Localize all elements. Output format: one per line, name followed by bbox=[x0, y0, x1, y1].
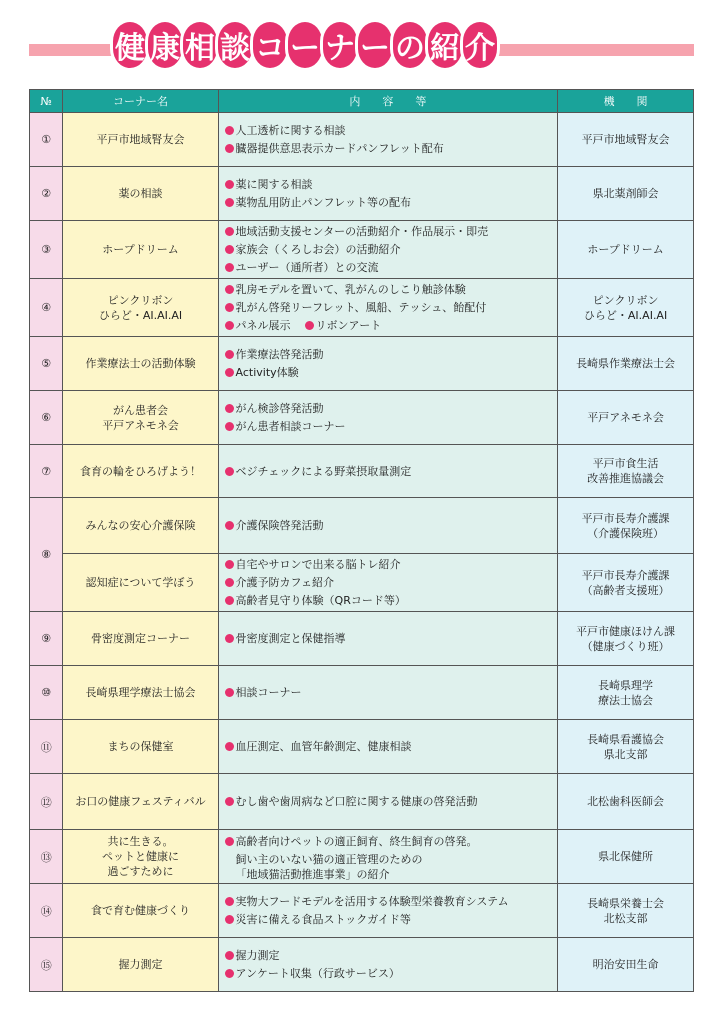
row-number-text: ⑩ bbox=[41, 686, 52, 699]
corner-content bbox=[218, 498, 558, 554]
corner-name bbox=[63, 938, 218, 992]
corner-name bbox=[63, 612, 218, 666]
row-number-text: ⑤ bbox=[41, 357, 52, 370]
corner-name-line: みんなの安心介護保険 bbox=[85, 519, 196, 532]
corner-content bbox=[218, 666, 558, 720]
content-item bbox=[225, 518, 552, 533]
corner-name bbox=[63, 279, 218, 337]
bullet-dot-icon bbox=[225, 560, 234, 569]
bullet-dot-icon bbox=[225, 263, 234, 272]
organization-line: 明治安田生命 bbox=[592, 958, 659, 971]
table-row bbox=[30, 221, 694, 279]
bullet-dot-icon bbox=[225, 422, 234, 431]
corner-name bbox=[63, 554, 218, 612]
content-subitem: 飼い主のいない猫の適正管理のための bbox=[235, 853, 423, 866]
bullet-dot-icon bbox=[225, 144, 234, 153]
corner-name-line: 平戸市地域腎友会 bbox=[96, 133, 185, 146]
organization bbox=[558, 113, 694, 167]
content-item-text: 薬に関する相談 bbox=[235, 178, 313, 191]
title-char: 康 bbox=[148, 22, 182, 68]
corner-content bbox=[218, 720, 558, 774]
organization bbox=[558, 337, 694, 391]
corner-content bbox=[218, 445, 558, 498]
organization-line: 長崎県理学 bbox=[598, 678, 654, 692]
organization-line: 平戸アネモネ会 bbox=[587, 411, 664, 424]
bullet-dot-icon bbox=[225, 227, 234, 236]
corner-name bbox=[63, 830, 218, 884]
row-number bbox=[30, 612, 63, 666]
corner-name-line: 薬の相談 bbox=[118, 187, 163, 200]
title-char: 介 bbox=[463, 22, 497, 68]
content-item-text: 乳がん啓発リーフレット、風船、テッシュ、飴配付 bbox=[235, 301, 487, 314]
content-item-text: 相談コーナー bbox=[235, 686, 302, 699]
corner-name-line: 平戸アネモネ会 bbox=[102, 418, 179, 432]
organization-line: 平戸市長寿介護課 bbox=[581, 568, 670, 582]
content-item-text: リボンアート bbox=[315, 319, 382, 332]
organization-line: 長崎県栄養士会 bbox=[587, 896, 665, 910]
content-item bbox=[225, 739, 552, 754]
bullet-dot-icon bbox=[225, 198, 234, 207]
organization bbox=[558, 774, 694, 830]
table-row bbox=[30, 830, 694, 884]
corner-name bbox=[63, 445, 218, 498]
corner-content bbox=[218, 774, 558, 830]
bullet-dot-icon bbox=[225, 245, 234, 254]
header-no: № bbox=[30, 90, 63, 113]
content-item bbox=[225, 365, 552, 380]
corner-name bbox=[63, 113, 218, 167]
title-char: の bbox=[393, 22, 427, 68]
content-item-text: 乳房モデルを置いて、乳がんのしこり触診体験 bbox=[235, 283, 466, 296]
content-item-text: がん患者相談コーナー bbox=[235, 420, 346, 433]
bullet-dot-icon bbox=[225, 521, 234, 530]
corner-name-line: 共に生きる。 bbox=[107, 835, 174, 848]
corner-name bbox=[63, 167, 218, 221]
title-char: コ bbox=[253, 22, 287, 68]
content-item-text: 握力測定 bbox=[235, 949, 280, 962]
content-item bbox=[225, 260, 552, 275]
content-item-text: 家族会（くろしお会）の活動紹介 bbox=[235, 243, 401, 256]
organization bbox=[558, 279, 694, 337]
table-header-row bbox=[30, 90, 694, 113]
organization-line: （健康づくり班） bbox=[581, 639, 670, 653]
content-item bbox=[225, 195, 552, 210]
corner-name bbox=[63, 884, 218, 938]
bullet-dot-icon bbox=[225, 467, 234, 476]
corner-name-line: ピンクリボン bbox=[107, 293, 174, 307]
content-item bbox=[225, 347, 552, 362]
organization bbox=[558, 445, 694, 498]
content-item-text: 人工透析に関する相談 bbox=[235, 124, 346, 137]
corner-name bbox=[63, 666, 218, 720]
content-item-text: 高齢者見守り体験（QRコード等） bbox=[235, 594, 406, 607]
organization-line: 平戸市食生活 bbox=[592, 457, 659, 470]
content-item bbox=[225, 966, 552, 981]
content-item bbox=[225, 318, 552, 333]
organization-line: ピンクリボン bbox=[592, 293, 659, 307]
content-item-text: Activity体験 bbox=[235, 366, 299, 379]
organization-line: 平戸市地域腎友会 bbox=[581, 133, 670, 146]
row-number bbox=[30, 498, 63, 612]
organization-line: 平戸市健康ほけん課 bbox=[576, 624, 676, 638]
bullet-dot-icon bbox=[225, 951, 234, 960]
row-number-text: ⑭ bbox=[40, 904, 52, 918]
corner-name bbox=[63, 221, 218, 279]
bullet-dot-icon bbox=[225, 404, 234, 413]
row-number bbox=[30, 884, 63, 938]
corner-content bbox=[218, 221, 558, 279]
corner-name-line: 骨密度測定コーナー bbox=[91, 632, 190, 645]
content-item-text: 介護保険啓発活動 bbox=[235, 519, 324, 532]
row-number-text: ④ bbox=[41, 301, 52, 314]
title-char: 相 bbox=[183, 22, 217, 68]
organization bbox=[558, 554, 694, 612]
corner-content bbox=[218, 554, 558, 612]
row-number bbox=[30, 830, 63, 884]
row-number-text: ⑨ bbox=[41, 632, 52, 645]
table-row bbox=[30, 774, 694, 830]
organization bbox=[558, 167, 694, 221]
content-item-text: 臓器提供意思表示カードパンフレット配布 bbox=[235, 142, 444, 155]
page-title bbox=[113, 22, 497, 72]
organization-line: 県北保健所 bbox=[598, 850, 654, 863]
row-number-text: ⑮ bbox=[40, 958, 52, 972]
content-item bbox=[225, 948, 552, 963]
row-number bbox=[30, 113, 63, 167]
corner-name bbox=[63, 337, 218, 391]
content-item-text: 骨密度測定と保健指導 bbox=[235, 632, 346, 645]
content-item bbox=[225, 300, 552, 315]
corner-content bbox=[218, 337, 558, 391]
corner-name-line: 長崎県理学療法士協会 bbox=[85, 686, 196, 699]
table-row bbox=[30, 167, 694, 221]
organization-line: 改善推進協議会 bbox=[587, 472, 665, 485]
corner-content bbox=[218, 391, 558, 445]
organization-line: 平戸市長寿介護課 bbox=[581, 511, 670, 525]
organization bbox=[558, 498, 694, 554]
row-number bbox=[30, 938, 63, 992]
corner-content bbox=[218, 113, 558, 167]
content-item bbox=[225, 685, 552, 700]
corner-name-line: 食で育む健康づくり bbox=[91, 904, 190, 917]
table-row bbox=[30, 666, 694, 720]
header-content: 内 容 等 bbox=[218, 90, 558, 113]
organization bbox=[558, 830, 694, 884]
content-item-text: 薬物乱用防止パンフレット等の配布 bbox=[235, 196, 411, 209]
title-char: ー bbox=[358, 22, 392, 68]
corner-name-line: ペットと健康に bbox=[102, 850, 179, 863]
corner-name-line: 作業療法士の活動体験 bbox=[85, 357, 196, 370]
corner-name bbox=[63, 498, 218, 554]
content-item bbox=[225, 419, 552, 434]
corner-name bbox=[63, 774, 218, 830]
organization-line: 長崎県作業療法士会 bbox=[576, 357, 676, 370]
table-row bbox=[30, 938, 694, 992]
content-subitem: 「地域猫活動推進事業」の紹介 bbox=[235, 868, 390, 881]
corner-name-line: がん患者会 bbox=[113, 403, 168, 417]
bullet-dot-icon bbox=[225, 180, 234, 189]
content-item bbox=[225, 794, 552, 809]
table-row bbox=[30, 612, 694, 666]
row-number-text: ⑥ bbox=[41, 411, 52, 424]
header-name: コーナー名 bbox=[63, 90, 218, 113]
content-item bbox=[225, 631, 552, 646]
content-item-text: 自宅やサロンで出来る脳トレ紹介 bbox=[235, 558, 401, 571]
corner-name bbox=[63, 720, 218, 774]
content-item bbox=[225, 912, 552, 927]
content-item bbox=[225, 557, 552, 572]
table-row bbox=[30, 279, 694, 337]
content-item-text: 災害に備える食品ストックガイド等 bbox=[235, 913, 411, 926]
bullet-dot-icon bbox=[225, 368, 234, 377]
corner-content bbox=[218, 884, 558, 938]
table-row bbox=[30, 391, 694, 445]
organization-line: 療法士協会 bbox=[598, 693, 654, 707]
content-item-text: ベジチェックによる野菜摂取量測定 bbox=[235, 464, 412, 478]
corner-content bbox=[218, 830, 558, 884]
content-item bbox=[225, 464, 552, 479]
organization-line: ひらど・AI.AI.AI bbox=[583, 308, 668, 322]
bullet-dot-icon bbox=[225, 285, 234, 294]
corner-name-line: 過ごすために bbox=[107, 865, 174, 878]
health-corner-table bbox=[29, 89, 694, 992]
organization-line: 県北薬剤師会 bbox=[592, 187, 659, 200]
organization-line: （介護保険班） bbox=[587, 526, 665, 540]
content-item-text: がん検診啓発活動 bbox=[235, 402, 324, 415]
table-row bbox=[30, 445, 694, 498]
bullet-dot-icon bbox=[225, 578, 234, 587]
organization-line: 県北支部 bbox=[603, 747, 648, 761]
row-number bbox=[30, 666, 63, 720]
content-item-text: 実物大フードモデルを活用する体験型栄養教育システム bbox=[235, 895, 509, 908]
corner-name-line: お口の健康フェスティバル bbox=[75, 795, 206, 808]
content-item-text: むし歯や歯周病など口腔に関する健康の啓発活動 bbox=[235, 795, 478, 808]
content-item bbox=[225, 141, 552, 156]
row-number-text: ② bbox=[41, 187, 52, 200]
row-number-text: ③ bbox=[41, 243, 52, 256]
organization bbox=[558, 391, 694, 445]
bullet-dot-icon bbox=[225, 634, 234, 643]
row-number-text: ⑬ bbox=[40, 850, 52, 864]
organization bbox=[558, 612, 694, 666]
bullet-dot-icon bbox=[225, 742, 234, 751]
content-item-text: 作業療法啓発活動 bbox=[235, 348, 324, 361]
content-item-text: ユーザー（通所者）との交流 bbox=[235, 261, 379, 274]
content-item bbox=[225, 123, 552, 138]
bullet-dot-icon bbox=[225, 915, 234, 924]
bullet-dot-icon bbox=[225, 969, 234, 978]
corner-content bbox=[218, 612, 558, 666]
content-item bbox=[225, 177, 552, 192]
corner-name-line: まちの保健室 bbox=[107, 740, 174, 753]
corner-name-line: 食育の輪をひろげよう！ bbox=[80, 464, 201, 478]
content-item-text: 血圧測定、血管年齢測定、健康相談 bbox=[235, 740, 412, 753]
bullet-dot-icon bbox=[225, 350, 234, 359]
organization-line: 北松支部 bbox=[603, 911, 648, 925]
bullet-dot-icon bbox=[225, 596, 234, 605]
content-item bbox=[225, 575, 552, 590]
bullet-dot-icon bbox=[225, 688, 234, 697]
content-item-text: 介護予防カフェ紹介 bbox=[235, 576, 334, 589]
content-item bbox=[225, 894, 552, 909]
organization bbox=[558, 720, 694, 774]
title-char: 紹 bbox=[428, 22, 462, 68]
row-number-text: ⑪ bbox=[40, 740, 52, 754]
row-number-text: ① bbox=[41, 133, 52, 146]
row-number bbox=[30, 445, 63, 498]
organization bbox=[558, 221, 694, 279]
content-item-text: 地域活動支援センターの活動紹介・作品展示・即売 bbox=[235, 225, 489, 238]
corner-name bbox=[63, 391, 218, 445]
table-row bbox=[30, 337, 694, 391]
row-number bbox=[30, 337, 63, 391]
title-char: ー bbox=[288, 22, 322, 68]
organization-line: 北松歯科医師会 bbox=[587, 795, 665, 808]
content-item bbox=[225, 242, 552, 257]
title-char: ナ bbox=[323, 22, 357, 68]
content-item bbox=[225, 224, 552, 239]
row-number bbox=[30, 279, 63, 337]
row-number bbox=[30, 221, 63, 279]
corner-content bbox=[218, 279, 558, 337]
content-item-text: アンケート収集（行政サービス） bbox=[235, 967, 400, 980]
bullet-dot-icon bbox=[225, 126, 234, 135]
bullet-dot-icon bbox=[305, 321, 314, 330]
bullet-dot-icon bbox=[225, 797, 234, 806]
bullet-dot-icon bbox=[225, 837, 234, 846]
corner-name-line: 認知症について学ぼう bbox=[85, 576, 196, 589]
table-row bbox=[30, 113, 694, 167]
content-item bbox=[225, 593, 552, 608]
corner-name-line: 握力測定 bbox=[118, 958, 163, 971]
content-item bbox=[225, 401, 552, 416]
row-number-text: ⑫ bbox=[40, 795, 52, 809]
corner-name-line: ホープドリーム bbox=[102, 243, 179, 256]
title-char: 談 bbox=[218, 22, 252, 68]
bullet-dot-icon bbox=[225, 897, 234, 906]
row-number-text: ⑦ bbox=[41, 464, 52, 478]
organization-line: ホープドリーム bbox=[587, 243, 664, 256]
table-row bbox=[30, 884, 694, 938]
table-row bbox=[30, 720, 694, 774]
corner-content bbox=[218, 938, 558, 992]
organization bbox=[558, 884, 694, 938]
bullet-dot-icon bbox=[225, 303, 234, 312]
organization bbox=[558, 938, 694, 992]
row-number bbox=[30, 167, 63, 221]
bullet-dot-icon bbox=[225, 321, 234, 330]
header-org: 機 関 bbox=[558, 90, 694, 113]
organization-line: （高齢者支援班） bbox=[581, 583, 670, 597]
table-row bbox=[30, 498, 694, 554]
title-char: 健 bbox=[113, 22, 147, 68]
corner-name-line: ひらど・AI.AI.AI bbox=[98, 308, 183, 322]
row-number bbox=[30, 774, 63, 830]
content-item-text: 高齢者向けペットの適正飼育、終生飼育の啓発。 bbox=[235, 835, 478, 848]
content-item bbox=[225, 834, 552, 849]
table-row bbox=[30, 554, 694, 612]
content-item-text: パネル展示 bbox=[235, 319, 291, 332]
corner-content bbox=[218, 167, 558, 221]
row-number-text: ⑧ bbox=[41, 548, 52, 561]
organization-line: 長崎県看護協会 bbox=[587, 732, 665, 746]
content-item bbox=[225, 282, 552, 297]
row-number bbox=[30, 391, 63, 445]
organization bbox=[558, 666, 694, 720]
row-number bbox=[30, 720, 63, 774]
